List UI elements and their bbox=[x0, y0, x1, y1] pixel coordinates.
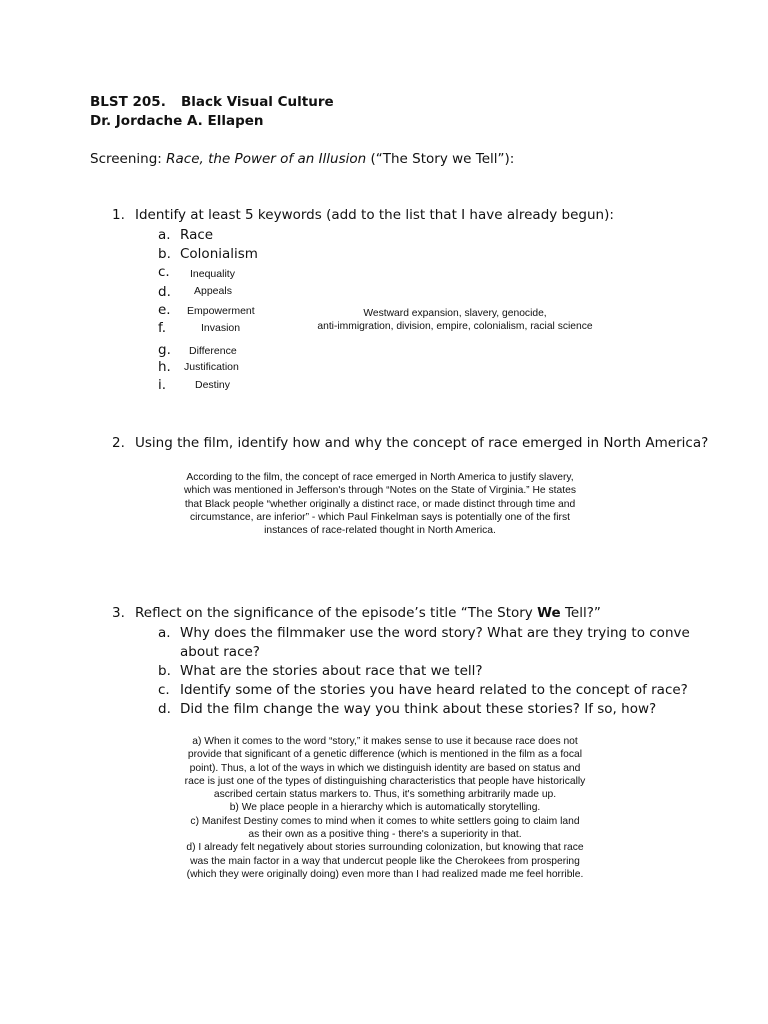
course-code: BLST 205. bbox=[90, 94, 166, 110]
q1-item-h-text: Justification bbox=[184, 361, 239, 373]
q3-prompt-emphasis: We bbox=[537, 605, 561, 621]
q1-item-c-letter: c. bbox=[158, 264, 170, 280]
q1-item-d-letter: d. bbox=[158, 284, 171, 300]
item-text: Did the film change the way you think about these stories? If so, how? bbox=[180, 701, 657, 717]
item-letter: d. bbox=[158, 701, 171, 717]
q1-item-e-text: Empowerment bbox=[187, 305, 255, 317]
q3-item-a-continued: about race? bbox=[180, 644, 260, 660]
answer-line: c) Manifest Destiny comes to mind when it comes to white settlers going to claim land bbox=[190, 815, 580, 827]
item-letter: b. bbox=[158, 246, 171, 262]
item-text: What are the stories about race that we tell? bbox=[180, 663, 483, 679]
q1-item-f-letter: f. bbox=[158, 320, 167, 336]
answer-line: point). Thus, a lot of the ways in which we distinguish identity are based on status and bbox=[189, 762, 581, 774]
answer-line: circumstance, are inferior” - which Paul Finkelman says is potentially one of the first bbox=[190, 511, 570, 523]
q3-item-c bbox=[158, 682, 688, 698]
q1-item-a bbox=[158, 227, 213, 243]
item-letter: a. bbox=[158, 625, 171, 641]
answer-line: a) When it comes to the word “story,” it makes sense to use it because race does not bbox=[192, 736, 578, 747]
answer-line: that Black people “whether originally a distinct race, or made distinct through time and bbox=[184, 498, 576, 510]
answer-line: instances of race-related thought in North America. bbox=[264, 525, 496, 537]
answer-line: race is just one of the types of distinguishing characteristics that people have historically bbox=[184, 775, 586, 787]
q3-prompt bbox=[135, 605, 601, 621]
screening-prefix: Screening: bbox=[90, 151, 167, 167]
screening-line bbox=[90, 151, 514, 167]
q3-item-b bbox=[158, 663, 483, 679]
q1-item-i-letter: i. bbox=[158, 377, 167, 393]
q3-item-a bbox=[158, 625, 690, 641]
q1-item-f-text: Invasion bbox=[201, 322, 241, 334]
answer-line: According to the film, the concept of race emerged in North America to justify slavery, bbox=[186, 472, 574, 483]
q3-prompt-start: Reflect on the significance of the episode’s title “The Story bbox=[135, 605, 538, 621]
q1-item-i-text: Destiny bbox=[195, 379, 231, 391]
q1-number: 1. bbox=[112, 207, 125, 223]
q3-answer bbox=[165, 735, 605, 881]
note-line: Westward expansion, slavery, genocide, bbox=[363, 308, 547, 319]
q2-number: 2. bbox=[112, 435, 125, 451]
answer-line: d) I already felt negatively about stories surrounding colonization, but knowing that race bbox=[186, 842, 584, 854]
item-text: Why does the filmmaker use the word story? What are they trying to conve bbox=[180, 625, 690, 641]
q2-prompt: Using the film, identify how and why the concept of race emerged in North America? bbox=[135, 435, 709, 451]
item-text: Colonialism bbox=[180, 246, 258, 262]
answer-line: which was mentioned in Jefferson's through “Notes on the State of Virginia.” He states bbox=[184, 485, 576, 497]
answer-line: was the main factor in a way that undercut people like the Cherokees from prospering bbox=[190, 855, 580, 867]
screening-suffix: (“The Story we Tell”): bbox=[366, 151, 515, 167]
course-title: Black Visual Culture bbox=[181, 94, 334, 110]
q3-item-d bbox=[158, 701, 656, 717]
q2-answer bbox=[170, 471, 590, 537]
answer-line: (which they were originally doing) even more than I had realized made me feel horrible. bbox=[186, 868, 584, 880]
note-line: anti-immigration, division, empire, colonialism, racial science bbox=[317, 321, 593, 333]
item-text: Identify some of the stories you have heard related to the concept of race? bbox=[180, 682, 688, 698]
q1-item-g-letter: g. bbox=[158, 342, 171, 358]
q1-item-b bbox=[158, 246, 258, 262]
q3-number: 3. bbox=[112, 605, 125, 621]
q1-item-d-text: Appeals bbox=[194, 285, 232, 297]
instructor-name: Dr. Jordache A. Ellapen bbox=[90, 113, 264, 129]
q1-item-e-letter: e. bbox=[158, 302, 171, 318]
answer-line: ascribed certain status markers to. Thus, it's something arbitrarily made up. bbox=[213, 789, 557, 801]
item-letter: b. bbox=[158, 663, 171, 679]
item-text: Race bbox=[180, 227, 214, 243]
q1-item-h-letter: h. bbox=[158, 359, 171, 375]
answer-line: provide that significant of a genetic difference (which is mentioned in the film as a focal bbox=[187, 749, 583, 761]
q1-item-g-text: Difference bbox=[189, 345, 237, 357]
q1-item-c-text: Inequality bbox=[190, 268, 235, 280]
answer-line: b) We place people in a hierarchy which is automatically storytelling. bbox=[229, 802, 541, 814]
q1-keywords-note bbox=[305, 307, 605, 334]
q3-prompt-end: Tell?” bbox=[560, 605, 601, 621]
item-letter: c. bbox=[158, 682, 170, 698]
answer-line: as their own as a positive thing - there's a superiority in that. bbox=[248, 829, 522, 841]
screening-film-title: Race, the Power of an Illusion bbox=[166, 151, 367, 167]
item-letter: a. bbox=[158, 227, 171, 243]
q1-prompt: Identify at least 5 keywords (add to the list that I have already begun): bbox=[135, 207, 614, 223]
